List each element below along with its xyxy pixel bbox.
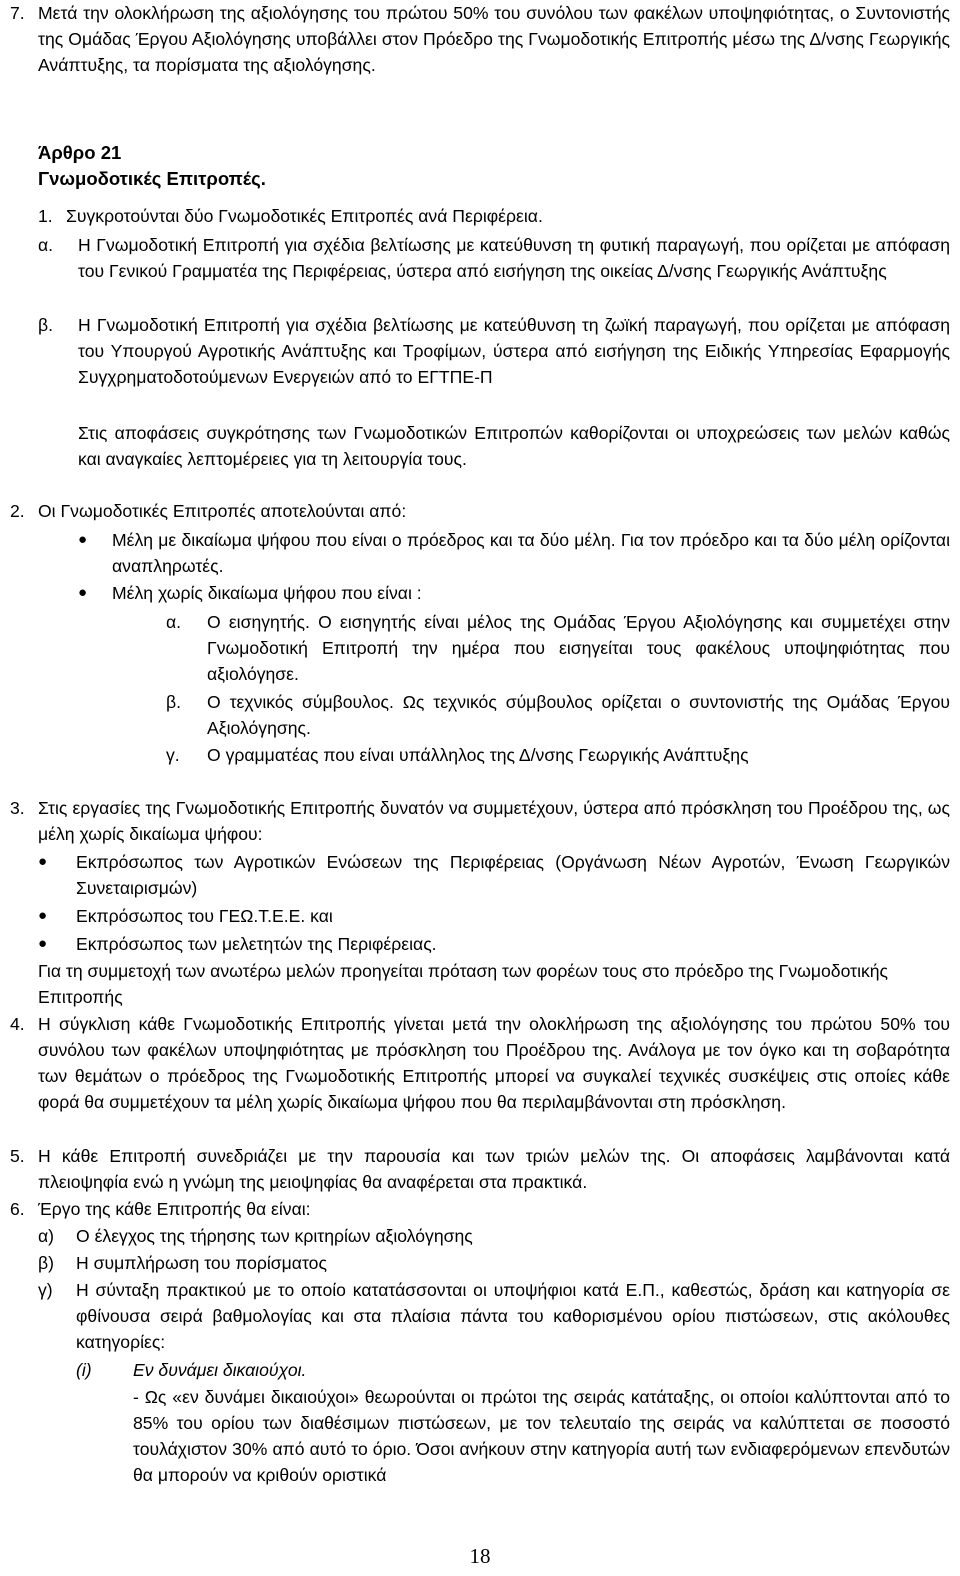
section-1-a-text: Η Γνωμοδοτική Επιτροπή για σχέδια βελτίωσης με κατεύθυνση τη φυτική παραγωγή, που ορίζεται με απόφαση του Γενικού Γραμματέα της Περιφέρειας, ύστερα από εισήγηση της οικείας Δ/νσης Γεωργικής Ανάπτυξης (78, 235, 950, 281)
bullet-dot-icon: ● (38, 907, 48, 924)
section-2-text: Οι Γνωμοδοτικές Επιτροπές αποτελούνται από: (38, 501, 407, 521)
section-6-i-title: Εν δυνάμει δικαιούχοι. (133, 1360, 307, 1380)
section-6-a-text: Ο έλεγχος της τήρησης των κριτηρίων αξιολόγησης (76, 1226, 473, 1246)
sub-item-label: γ) (38, 1280, 53, 1300)
bullet-dot-icon: ● (38, 853, 48, 870)
section-2-bullet-1: Μέλη με δικαίωμα ψήφου που είναι ο πρόεδρος και τα δύο μέλη. Για τον πρόεδρο και τα δύο μέλη ορίζονται αναπληρωτές. (112, 530, 950, 576)
sub-item-label: γ. (166, 745, 180, 765)
section-6-b-text: Η συμπλήρωση του πορίσματος (76, 1253, 327, 1273)
sub-item-label: α. (38, 235, 54, 255)
sub-item-label: β. (166, 692, 182, 712)
item-number: 6. (10, 1199, 25, 1219)
section-6-c-text: Η σύνταξη πρακτικού με το οποίο κατατάσσονται οι υποψήφιοι κατά Ε.Π., καθεστώς, δράση και κατηγορία σε φθίνουσα σειρά βαθμολογίας και στα πλαίσια πάντα του καθορισμένου ορίου πιστώσεων, στις ακόλουθες κατηγορίες: (76, 1280, 950, 1352)
section-6-i-text: - Ως «εν δυνάμει δικαιούχοι» θεωρούνται οι πρώτοι της σειράς κατάταξης, οι οποίοι καλύπτονται από το 85% του ορίου των διαθέσιμων πιστώσεων, με τον τελευταίο της σειράς να καλύπτεται σε ποσοστό τουλάχιστον 30% από αυτό το όριο. Όσοι ανήκουν στην κατηγορία αυτή των ενδιαφερόμενων επενδυτών θα μπορούν να κριθούν οριστικά (133, 1387, 950, 1485)
article-heading: Άρθρο 21 (38, 142, 122, 163)
section-3-bullet-3: Εκπρόσωπος των μελετητών της Περιφέρειας. (76, 934, 437, 954)
section-2-b-text: Ο τεχνικός σύμβουλος. Ως τεχνικός σύμβουλος ορίζεται ο συντονιστής της Ομάδας Έργου Αξιολόγησης. (207, 692, 950, 738)
section-2-c-text: Ο γραμματέας που είναι υπάλληλος της Δ/νσης Γεωργικής Ανάπτυξης (207, 745, 749, 765)
article-subheading: Γνωμοδοτικές Επιτροπές. (38, 168, 266, 189)
bullet-dot-icon: ● (38, 935, 48, 952)
item-number: 2. (10, 501, 25, 521)
section-1-b-text: Η Γνωμοδοτική Επιτροπή για σχέδια βελτίωσης με κατεύθυνση τη ζωϊκή παραγωγή, που ορίζεται με απόφαση του Υπουργού Αγροτικής Ανάπτυξης και Τροφίμων, ύστερα από εισήγηση της Ειδικής Υπηρεσίας Εφαρμογής Συγχρηματοδοτούμενων Ενεργειών από το ΕΓΤΠΕ-Π (78, 315, 950, 387)
bullet-dot-icon: ● (78, 584, 88, 601)
section-1-text: Συγκροτούνται δύο Γνωμοδοτικές Επιτροπές ανά Περιφέρεια. (66, 206, 543, 226)
item-number: 5. (10, 1146, 25, 1166)
sub-item-label: (i) (76, 1360, 92, 1380)
paragraph-7: Μετά την ολοκλήρωση της αξιολόγησης του πρώτου 50% του συνόλου των φακέλων υποψηφιότητας, ο Συντονιστής της Ομάδας Έργου Αξιολόγησης υποβάλλει στον Πρόεδρο της Γνωμοδοτικής Επιτροπής μέσω της Δ/νσης Γεωργικής Ανάπτυξης, τα πορίσματα της αξιολόγησης. (38, 3, 950, 75)
section-6-text: Έργο της κάθε Επιτροπής θα είναι: (38, 1199, 311, 1219)
sub-item-label: α. (166, 612, 182, 632)
page-number: 18 (469, 1544, 491, 1568)
item-number: 7. (10, 3, 25, 23)
sub-item-label: β) (38, 1253, 54, 1273)
item-number: 1. (38, 206, 53, 226)
section-3-text: Στις εργασίες της Γνωμοδοτικής Επιτροπής δυνατόν να συμμετέχουν, ύστερα από πρόσκληση του Προέδρου της, ως μέλη χωρίς δικαίωμα ψήφου: (38, 798, 950, 844)
item-number: 3. (10, 798, 25, 818)
section-4-text: Η σύγκλιση κάθε Γνωμοδοτικής Επιτροπής γίνεται μετά την ολοκλήρωση της αξιολόγησης του πρώτου 50% του συνόλου των φακέλων υποψηφιότητας με πρόσκληση του Προέδρου της. Ανάλογα με τον όγκο και τη σοβαρότητα των θεμάτων ο πρόεδρος της Γνωμοδοτικής Επιτροπής μπορεί να συγκαλεί τεχνικές συσκέψεις στις οποίες κάθε φορά θα συμμετέχουν τα μέλη χωρίς δικαίωμα ψήφου που θα περιλαμβάνονται στη πρόσκληση. (38, 1014, 950, 1112)
section-3-note: Για τη συμμετοχή των ανωτέρω μελών προηγείται πρόταση των φορέων τους στο πρόεδρο της Γνωμοδοτικής Επιτροπής (38, 961, 889, 1007)
section-5-text: Η κάθε Επιτροπή συνεδριάζει με την παρουσία και των τριών μελών της. Οι αποφάσεις λαμβάνονται κατά πλειοψηφία ενώ η γνώμη της μειοψηφίας θα αναφέρεται στα πρακτικά. (38, 1146, 950, 1192)
section-3-bullet-2: Εκπρόσωπος του ΓΕΩ.Τ.Ε.Ε. και (76, 906, 333, 926)
bullet-dot-icon: ● (78, 531, 88, 548)
item-number: 4. (10, 1014, 25, 1034)
section-2-a-text: Ο εισηγητής. Ο εισηγητής είναι μέλος της Ομάδας Έργου Αξιολόγησης και συμμετέχει στην Γνωμοδοτική Επιτροπή την ημέρα που εισηγείται τους φακέλους υποψηφιότητας που αξιολόγησε. (207, 612, 950, 684)
sub-item-label: α) (38, 1226, 55, 1246)
section-3-bullet-1: Εκπρόσωπος των Αγροτικών Ενώσεων της Περιφέρειας (Οργάνωση Νέων Αγροτών, Ένωση Γεωργικών Συνεταιρισμών) (76, 852, 950, 898)
section-2-bullet-2: Μέλη χωρίς δικαίωμα ψήφου που είναι : (112, 583, 422, 603)
section-1-note: Στις αποφάσεις συγκρότησης των Γνωμοδοτικών Επιτροπών καθορίζονται οι υποχρεώσεις των μελών καθώς και αναγκαίες λεπτομέρειες για τη λειτουργία τους. (78, 423, 950, 469)
sub-item-label: β. (38, 315, 54, 335)
